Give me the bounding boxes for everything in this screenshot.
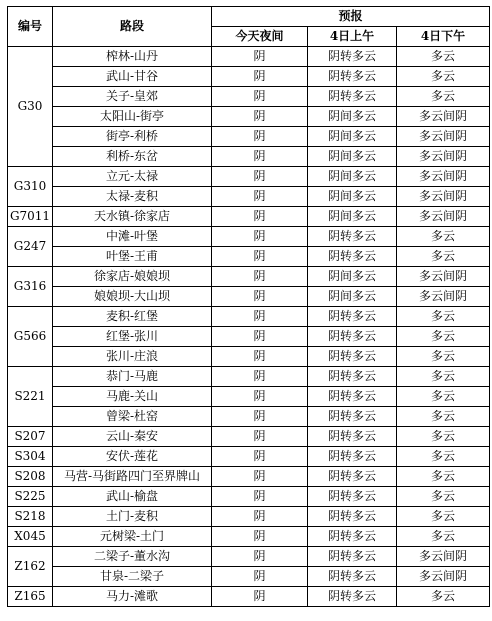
road-code-cell: G30 xyxy=(8,47,53,167)
road-code-cell: S218 xyxy=(8,507,53,527)
table-row xyxy=(8,447,490,467)
table-body xyxy=(8,47,490,607)
morning-cell: 阴转多云 xyxy=(308,247,397,267)
morning-cell: 阴间多云 xyxy=(308,167,397,187)
route-cell: 天水镇-徐家店 xyxy=(53,207,212,227)
header-route: 路段 xyxy=(53,7,212,47)
tonight-cell: 阴 xyxy=(212,407,308,427)
morning-cell: 阴转多云 xyxy=(308,547,397,567)
route-cell: 武山-榆盘 xyxy=(53,487,212,507)
road-code-cell: G316 xyxy=(8,267,53,307)
route-cell: 马营-马街路四门至界牌山 xyxy=(53,467,212,487)
road-code-cell: Z165 xyxy=(8,587,53,607)
afternoon-cell: 多云间阴 xyxy=(397,287,490,307)
morning-cell: 阴转多云 xyxy=(308,67,397,87)
morning-cell: 阴间多云 xyxy=(308,127,397,147)
morning-cell: 阴间多云 xyxy=(308,147,397,167)
afternoon-cell: 多云 xyxy=(397,347,490,367)
road-code-cell: G7011 xyxy=(8,207,53,227)
table-row xyxy=(8,167,490,187)
afternoon-cell: 多云 xyxy=(397,327,490,347)
table-row xyxy=(8,587,490,607)
route-cell: 马鹿-关山 xyxy=(53,387,212,407)
table-row xyxy=(8,387,490,407)
afternoon-cell: 多云 xyxy=(397,67,490,87)
afternoon-cell: 多云 xyxy=(397,227,490,247)
table-row xyxy=(8,207,490,227)
table-row xyxy=(8,527,490,547)
morning-cell: 阴转多云 xyxy=(308,347,397,367)
tonight-cell: 阴 xyxy=(212,487,308,507)
table-row xyxy=(8,287,490,307)
morning-cell: 阴转多云 xyxy=(308,87,397,107)
morning-cell: 阴转多云 xyxy=(308,487,397,507)
table-row xyxy=(8,247,490,267)
morning-cell: 阴转多云 xyxy=(308,227,397,247)
road-code-cell: S207 xyxy=(8,427,53,447)
tonight-cell: 阴 xyxy=(212,367,308,387)
route-cell: 太禄-麦积 xyxy=(53,187,212,207)
afternoon-cell: 多云间阴 xyxy=(397,207,490,227)
route-cell: 太阳山-街亭 xyxy=(53,107,212,127)
table-row xyxy=(8,427,490,447)
morning-cell: 阴转多云 xyxy=(308,327,397,347)
afternoon-cell: 多云 xyxy=(397,487,490,507)
table-row xyxy=(8,187,490,207)
route-cell: 街亭-利桥 xyxy=(53,127,212,147)
tonight-cell: 阴 xyxy=(212,327,308,347)
afternoon-cell: 多云 xyxy=(397,427,490,447)
table-row xyxy=(8,47,490,67)
morning-cell: 阴间多云 xyxy=(308,107,397,127)
afternoon-cell: 多云 xyxy=(397,467,490,487)
afternoon-cell: 多云 xyxy=(397,47,490,67)
morning-cell: 阴间多云 xyxy=(308,207,397,227)
morning-cell: 阴转多云 xyxy=(308,527,397,547)
table-row xyxy=(8,307,490,327)
tonight-cell: 阴 xyxy=(212,147,308,167)
afternoon-cell: 多云 xyxy=(397,447,490,467)
table-row xyxy=(8,87,490,107)
afternoon-cell: 多云 xyxy=(397,367,490,387)
road-code-cell: Z162 xyxy=(8,547,53,587)
table-row xyxy=(8,507,490,527)
table-row xyxy=(8,107,490,127)
route-cell: 立元-太禄 xyxy=(53,167,212,187)
morning-cell: 阴转多云 xyxy=(308,507,397,527)
table-row xyxy=(8,347,490,367)
road-code-cell: S225 xyxy=(8,487,53,507)
road-code-cell: X045 xyxy=(8,527,53,547)
route-cell: 土门-麦积 xyxy=(53,507,212,527)
tonight-cell: 阴 xyxy=(212,87,308,107)
morning-cell: 阴转多云 xyxy=(308,447,397,467)
tonight-cell: 阴 xyxy=(212,387,308,407)
afternoon-cell: 多云间阴 xyxy=(397,547,490,567)
afternoon-cell: 多云 xyxy=(397,587,490,607)
afternoon-cell: 多云间阴 xyxy=(397,167,490,187)
road-code-cell: G566 xyxy=(8,307,53,367)
afternoon-cell: 多云 xyxy=(397,527,490,547)
morning-cell: 阴转多云 xyxy=(308,407,397,427)
morning-cell: 阴转多云 xyxy=(308,427,397,447)
table-row xyxy=(8,227,490,247)
tonight-cell: 阴 xyxy=(212,67,308,87)
tonight-cell: 阴 xyxy=(212,167,308,187)
tonight-cell: 阴 xyxy=(212,347,308,367)
route-cell: 关子-皇郊 xyxy=(53,87,212,107)
table-row xyxy=(8,407,490,427)
tonight-cell: 阴 xyxy=(212,207,308,227)
tonight-cell: 阴 xyxy=(212,187,308,207)
morning-cell: 阴间多云 xyxy=(308,267,397,287)
header-tonight: 今天夜间 xyxy=(212,27,308,47)
route-cell: 武山-甘谷 xyxy=(53,67,212,87)
afternoon-cell: 多云 xyxy=(397,87,490,107)
morning-cell: 阴转多云 xyxy=(308,367,397,387)
route-cell: 中滩-叶堡 xyxy=(53,227,212,247)
tonight-cell: 阴 xyxy=(212,227,308,247)
afternoon-cell: 多云间阴 xyxy=(397,267,490,287)
afternoon-cell: 多云间阴 xyxy=(397,147,490,167)
route-cell: 娘娘坝-大山坝 xyxy=(53,287,212,307)
tonight-cell: 阴 xyxy=(212,307,308,327)
tonight-cell: 阴 xyxy=(212,467,308,487)
route-cell: 麦积-红堡 xyxy=(53,307,212,327)
route-cell: 红堡-张川 xyxy=(53,327,212,347)
route-cell: 云山-秦安 xyxy=(53,427,212,447)
morning-cell: 阴间多云 xyxy=(308,187,397,207)
road-code-cell: S221 xyxy=(8,367,53,427)
table-row xyxy=(8,267,490,287)
afternoon-cell: 多云 xyxy=(397,307,490,327)
tonight-cell: 阴 xyxy=(212,127,308,147)
tonight-cell: 阴 xyxy=(212,247,308,267)
afternoon-cell: 多云间阴 xyxy=(397,107,490,127)
route-cell: 榨林-山丹 xyxy=(53,47,212,67)
road-code-cell: S304 xyxy=(8,447,53,467)
table-row xyxy=(8,127,490,147)
afternoon-cell: 多云间阴 xyxy=(397,567,490,587)
route-cell: 张川-庄浪 xyxy=(53,347,212,367)
tonight-cell: 阴 xyxy=(212,47,308,67)
route-cell: 二梁子-董水沟 xyxy=(53,547,212,567)
table-row xyxy=(8,67,490,87)
route-cell: 元树梁-土门 xyxy=(53,527,212,547)
road-code-cell: G247 xyxy=(8,227,53,267)
afternoon-cell: 多云间阴 xyxy=(397,127,490,147)
header-code: 编号 xyxy=(8,7,53,47)
table-row xyxy=(8,487,490,507)
afternoon-cell: 多云间阴 xyxy=(397,187,490,207)
road-code-cell: S208 xyxy=(8,467,53,487)
route-cell: 恭门-马鹿 xyxy=(53,367,212,387)
tonight-cell: 阴 xyxy=(212,267,308,287)
morning-cell: 阴转多云 xyxy=(308,587,397,607)
table-row xyxy=(8,147,490,167)
afternoon-cell: 多云 xyxy=(397,407,490,427)
afternoon-cell: 多云 xyxy=(397,247,490,267)
table-row xyxy=(8,327,490,347)
morning-cell: 阴转多云 xyxy=(308,567,397,587)
table-row xyxy=(8,567,490,587)
tonight-cell: 阴 xyxy=(212,587,308,607)
morning-cell: 阴转多云 xyxy=(308,467,397,487)
tonight-cell: 阴 xyxy=(212,547,308,567)
route-cell: 徐家店-娘娘坝 xyxy=(53,267,212,287)
header-afternoon: 4日下午 xyxy=(397,27,490,47)
tonight-cell: 阴 xyxy=(212,507,308,527)
tonight-cell: 阴 xyxy=(212,447,308,467)
tonight-cell: 阴 xyxy=(212,527,308,547)
route-cell: 马力-滩歌 xyxy=(53,587,212,607)
morning-cell: 阴间多云 xyxy=(308,287,397,307)
table-row xyxy=(8,547,490,567)
morning-cell: 阴转多云 xyxy=(308,307,397,327)
tonight-cell: 阴 xyxy=(212,427,308,447)
afternoon-cell: 多云 xyxy=(397,507,490,527)
morning-cell: 阴转多云 xyxy=(308,387,397,407)
road-code-cell: G310 xyxy=(8,167,53,207)
route-cell: 叶堡-王甫 xyxy=(53,247,212,267)
route-cell: 安伏-莲花 xyxy=(53,447,212,467)
route-cell: 甘泉-二梁子 xyxy=(53,567,212,587)
table-row xyxy=(8,367,490,387)
road-weather-forecast-table xyxy=(7,6,490,607)
tonight-cell: 阴 xyxy=(212,107,308,127)
route-cell: 曾梁-杜窑 xyxy=(53,407,212,427)
route-cell: 利桥-东岔 xyxy=(53,147,212,167)
tonight-cell: 阴 xyxy=(212,287,308,307)
tonight-cell: 阴 xyxy=(212,567,308,587)
morning-cell: 阴转多云 xyxy=(308,47,397,67)
afternoon-cell: 多云 xyxy=(397,387,490,407)
header-morning: 4日上午 xyxy=(308,27,397,47)
table-row xyxy=(8,467,490,487)
header-forecast: 预报 xyxy=(212,7,490,27)
